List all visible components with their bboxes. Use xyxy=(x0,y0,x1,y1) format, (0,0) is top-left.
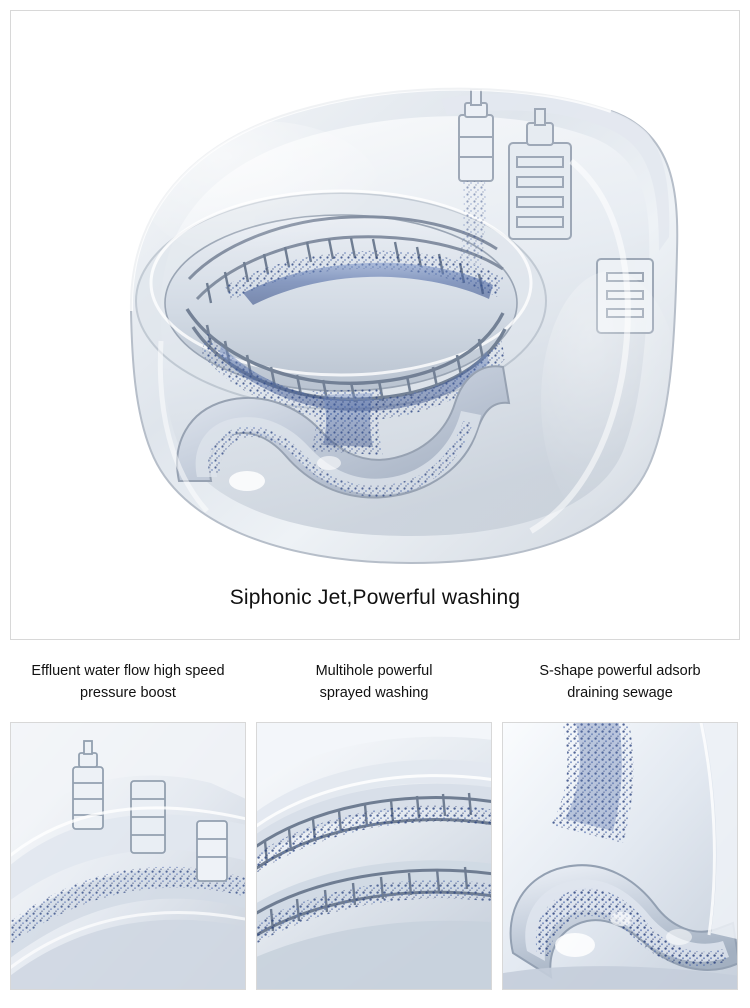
feature-image-multihole-spray xyxy=(256,722,492,990)
detail-multihole-illustration xyxy=(257,723,491,989)
feature-item-effluent-water-flow xyxy=(10,660,246,1000)
feature-caption-line1: S-shape powerful adsorb xyxy=(539,663,701,679)
hero-caption: Siphonic Jet,Powerful washing xyxy=(229,586,521,609)
detail-trapway-illustration xyxy=(503,723,737,989)
hero-panel xyxy=(10,10,740,640)
feature-caption xyxy=(502,660,738,722)
feature-caption xyxy=(256,660,492,722)
feature-image-effluent-water-flow xyxy=(10,722,246,990)
feature-caption xyxy=(10,660,246,722)
feature-item-s-shape-trapway xyxy=(502,660,738,1000)
feature-caption-line2: sprayed washing xyxy=(319,685,429,702)
toilet-cutaway-illustration xyxy=(11,11,739,576)
hero-image xyxy=(11,11,739,576)
feature-caption-line1: Multihole powerful xyxy=(315,663,433,679)
feature-caption-line2: draining sewage xyxy=(567,685,673,702)
feature-image-s-shape-trapway xyxy=(502,722,738,990)
feature-caption-line2: pressure boost xyxy=(80,685,176,702)
feature-item-multihole-spray xyxy=(256,660,492,1000)
feature-caption-line1: Effluent water flow high speed xyxy=(31,663,225,679)
detail-effluent-illustration xyxy=(11,723,245,989)
feature-row xyxy=(10,660,740,1000)
